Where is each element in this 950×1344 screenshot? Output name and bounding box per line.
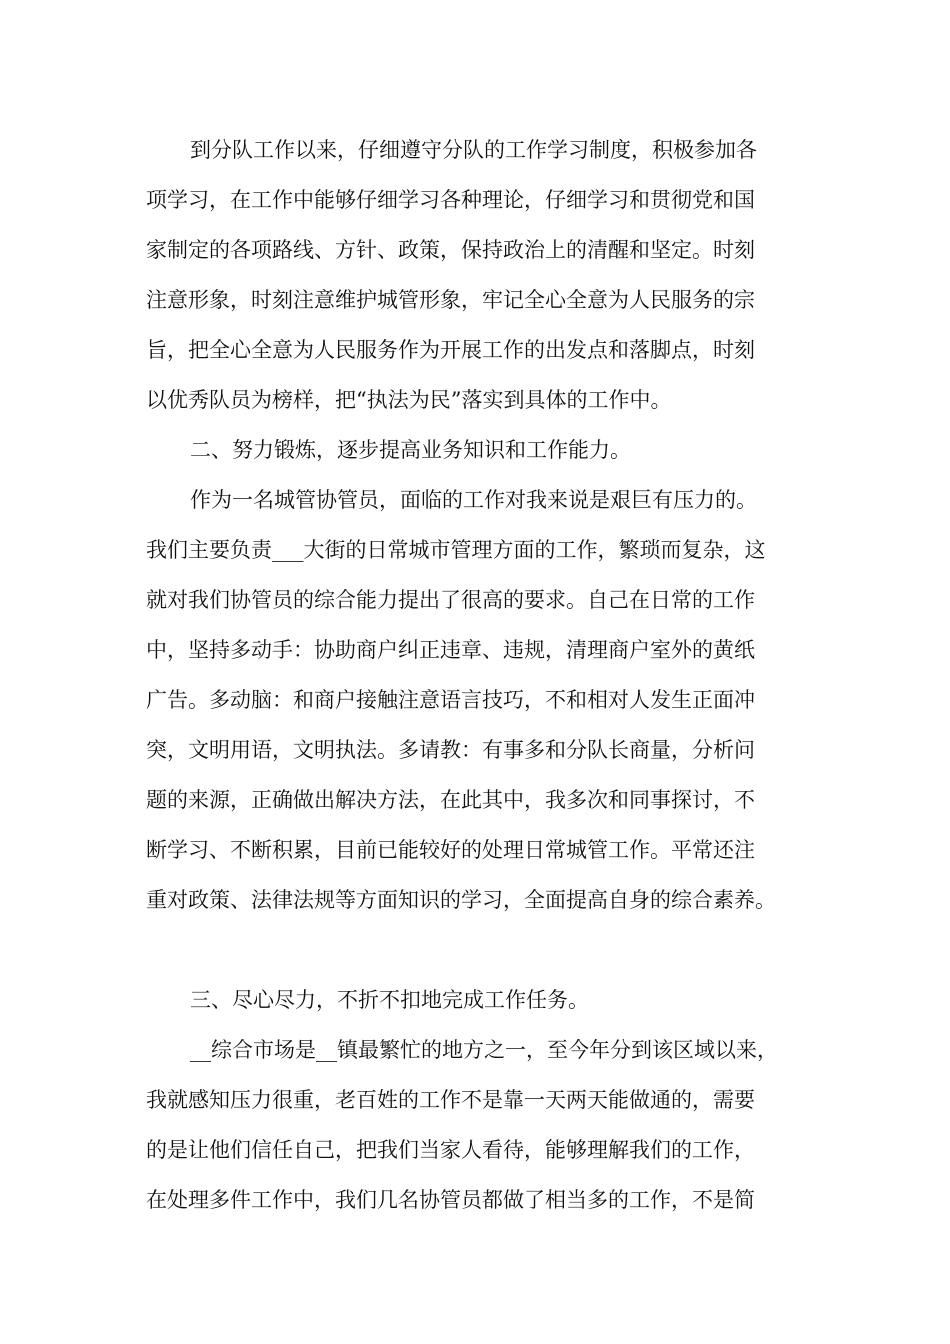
text-line: 以优秀队员为榜样，把“执法为民”落实到具体的工作中。	[146, 388, 672, 412]
text-line: __综合市场是__镇最繁忙的地方之一，至今年分到该区域以来，	[190, 1038, 778, 1062]
text-line: 到分队工作以来，仔细遵守分队的工作学习制度，积极参加各	[190, 138, 757, 162]
section-heading: 二、努力锻炼，逐步提高业务知识和工作能力。	[190, 438, 631, 462]
text-line: 我就感知压力很重，老百姓的工作不是靠一天两天能做通的，需要	[146, 1088, 755, 1112]
text-line: 重对政策、法律法规等方面知识的学习，全面提高自身的综合素养。	[146, 888, 776, 912]
text-line: 在处理多件工作中，我们几名协管员都做了相当多的工作，不是简	[146, 1188, 755, 1212]
text-line: 断学习、不断积累，目前已能较好的处理日常城管工作。平常还注	[146, 838, 755, 862]
text-line: 注意形象，时刻注意维护城管形象，牢记全心全意为人民服务的宗	[146, 288, 755, 312]
text-line: 我们主要负责___大街的日常城市管理方面的工作，繁琐而复杂，这	[146, 538, 766, 562]
text-line: 中，坚持多动手：协助商户纠正违章、违规，清理商户室外的黄纸	[146, 638, 755, 662]
text-line: 作为一名城管协管员，面临的工作对我来说是艰巨有压力的。	[190, 488, 757, 512]
text-line: 家制定的各项路线、方针、政策，保持政治上的清醒和坚定。时刻	[146, 238, 755, 262]
text-line: 旨，把全心全意为人民服务作为开展工作的出发点和落脚点，时刻	[146, 338, 755, 362]
text-line: 就对我们协管员的综合能力提出了很高的要求。自己在日常的工作	[146, 588, 755, 612]
text-line: 的是让他们信任自己，把我们当家人看待，能够理解我们的工作，	[146, 1138, 755, 1162]
text-line: 项学习，在工作中能够仔细学习各种理论，仔细学习和贯彻党和国	[146, 188, 755, 212]
section-heading: 三、尽心尽力，不折不扣地完成工作任务。	[190, 988, 589, 1012]
text-line: 广告。多动脑：和商户接触注意语言技巧，不和相对人发生正面冲	[146, 688, 755, 712]
text-line: 题的来源，正确做出解决方法，在此其中，我多次和同事探讨，不	[146, 788, 755, 812]
text-line: 突，文明用语，文明执法。多请教：有事多和分队长商量，分析问	[146, 738, 755, 762]
